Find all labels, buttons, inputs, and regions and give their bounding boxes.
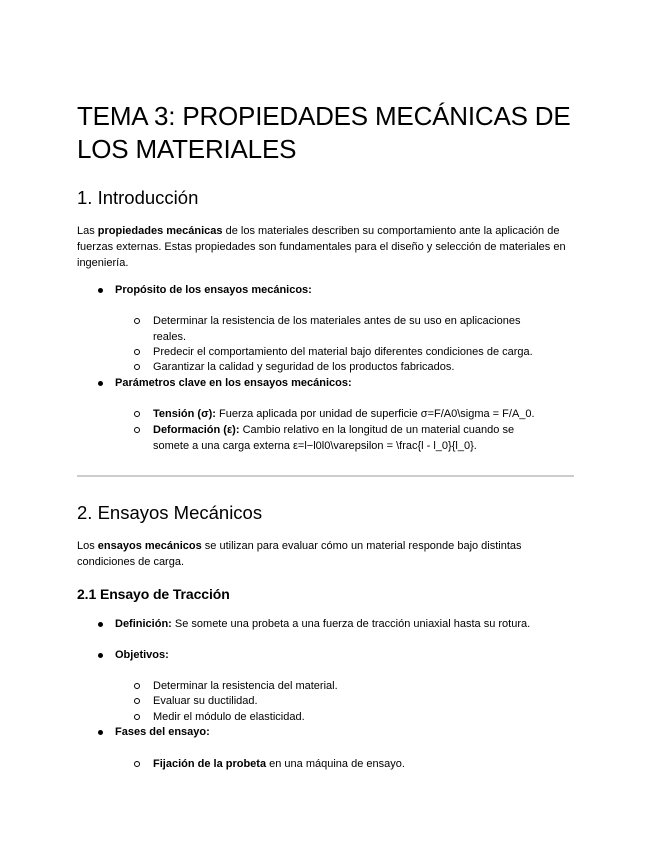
bullet-icon: [98, 381, 103, 386]
horizontal-divider: [77, 475, 574, 477]
circle-bullet-icon: [134, 349, 140, 355]
circle-bullet-icon: [134, 318, 140, 324]
list-item: Determinar la resistencia del material.: [153, 680, 338, 692]
intro-text-post: de los materiales describen su comportamiento ante la aplicación de fuerzas externas. Estas propiedades son fundamentales para el diseño y selección de materiales en ingeniería.: [77, 225, 566, 269]
list-item: Garantizar la calidad y seguridad de los productos fabricados.: [153, 361, 455, 373]
bullet-icon: [98, 730, 103, 735]
circle-bullet-icon: [134, 427, 140, 433]
subsection-heading-traccion: 2.1 Ensayo de Tracción: [77, 586, 230, 602]
circle-bullet-icon: [134, 714, 140, 720]
term-bold: Definición:: [115, 618, 172, 630]
bullet-definicion: [115, 617, 530, 632]
ensayos-text-pre: Los: [77, 540, 98, 552]
term-bold: Deformación (ε):: [153, 424, 240, 436]
list-item-continuation: reales.: [153, 331, 187, 343]
section-heading-introduccion: 1. Introducción: [77, 187, 199, 208]
intro-text-pre: Las: [77, 225, 98, 237]
circle-bullet-icon: [134, 411, 140, 417]
bullet-parametros: Parámetros clave en los ensayos mecánicos:: [115, 377, 352, 389]
bullet-proposito: Propósito de los ensayos mecánicos:: [115, 284, 312, 296]
bullet-objetivos: Objetivos:: [115, 649, 169, 661]
term-text: somete a una carga externa ε=l−l0l0\varepsilon = \frac{l - l_0}{l_0}.: [153, 440, 477, 452]
bullet-icon: [98, 622, 103, 627]
bullet-fases: Fases del ensayo:: [115, 726, 210, 738]
list-item: Predecir el comportamiento del material bajo diferentes condiciones de carga.: [153, 346, 533, 358]
list-item-fijacion: [153, 757, 405, 772]
term-text: en una máquina de ensayo.: [266, 758, 405, 770]
term-text: Se somete una probeta a una fuerza de tracción uniaxial hasta su rotura.: [171, 618, 531, 630]
term-text: Cambio relativo en la longitud de un material cuando se: [239, 424, 515, 436]
intro-paragraph: [77, 223, 582, 271]
circle-bullet-icon: [134, 761, 140, 767]
term-bold: Tensión (σ):: [153, 408, 216, 420]
section-heading-ensayos: 2. Ensayos Mecánicos: [77, 502, 263, 523]
list-item: Medir el módulo de elasticidad.: [153, 711, 305, 723]
list-item: Evaluar su ductilidad.: [153, 695, 258, 707]
bullet-icon: [98, 653, 103, 658]
ensayos-text-post: se utilizan para evaluar cómo un material responde bajo distintas condiciones de carga.: [77, 540, 522, 568]
ensayos-paragraph: [77, 538, 582, 570]
list-item-tension: [153, 407, 535, 422]
list-item-continuation: [153, 439, 477, 454]
term-text: Fuerza aplicada por unidad de superficie σ=F/A0\sigma = F/A_0.: [215, 408, 535, 420]
list-item-deformacion: [153, 423, 514, 438]
page-title: TEMA 3: PROPIEDADES MECÁNICAS DE LOS MATERIALES: [77, 101, 571, 164]
circle-bullet-icon: [134, 683, 140, 689]
term-bold: Fijación de la probeta: [153, 758, 267, 770]
circle-bullet-icon: [134, 698, 140, 704]
intro-text-bold: propiedades mecánicas: [97, 225, 223, 237]
circle-bullet-icon: [134, 364, 140, 370]
list-item: Determinar la resistencia de los materiales antes de su uso en aplicaciones: [153, 315, 521, 327]
ensayos-text-bold: ensayos mecánicos: [97, 540, 202, 552]
bullet-icon: [98, 288, 103, 293]
